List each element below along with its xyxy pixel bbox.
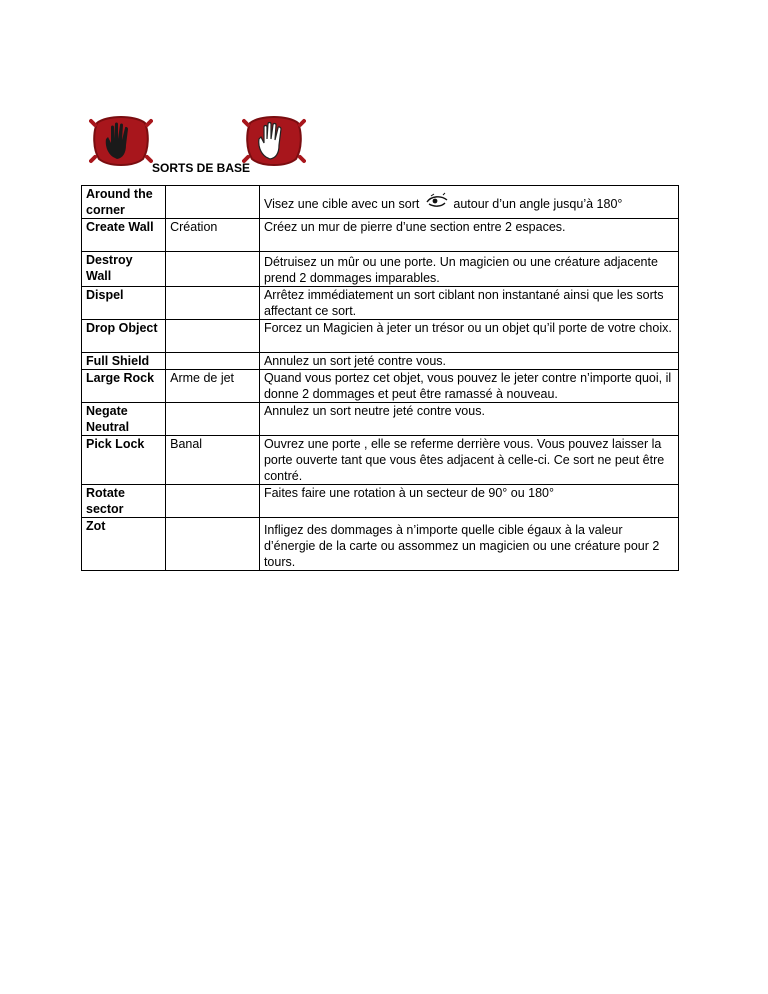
spell-description-text: Détruisez un mûr ou une porte. Un magicien ou une créature adjacente prend 2 dommages imparables. [263,255,658,285]
table-row [82,370,679,403]
spell-description: Arrêtez immédiatement un sort ciblant non instantané ainsi que les sorts affectant ce sort. [259,287,678,320]
spell-description [259,518,678,571]
spell-name: Large Rock [82,370,166,403]
table-row [82,320,679,353]
table-row [82,353,679,370]
spell-description: Forcez un Magicien à jeter un trésor ou un objet qu’il porte de votre choix. [259,320,678,353]
spell-description-part2: autour d’un angle jusqu’à 180° [453,197,623,211]
spell-description [259,252,678,287]
spell-description: Faites faire une rotation à un secteur de 90° ou 180° [259,485,678,518]
spell-name: Full Shield [82,353,166,370]
spell-description: Annulez un sort neutre jeté contre vous. [259,403,678,436]
spell-name: Zot [82,518,166,571]
spell-type [166,518,260,571]
red-seal-white-hand-icon [242,113,306,169]
spell-type: Création [166,219,260,252]
spell-type [166,353,260,370]
eye-icon [425,192,449,210]
spell-description: Ouvrez une porte , elle se referme derrière vous. Vous pouvez laisser la porte ouverte tant que vous êtes adjacent à celle-ci. Ce sort ne peut être contré. [259,436,678,485]
spell-name: Drop Object [82,320,166,353]
page-title: SORTS DE BASE [152,161,251,175]
spell-description [259,186,678,219]
spell-type [166,403,260,436]
spell-name: Create Wall [82,219,166,252]
red-seal-black-hand-icon [89,113,153,169]
spells-table [81,185,679,571]
spell-type [166,186,260,219]
spell-description: Annulez un sort jeté contre vous. [259,353,678,370]
table-row [82,485,679,518]
table-row [82,252,679,287]
spell-description: Créez un mur de pierre d’une section entre 2 espaces. [259,219,678,252]
spell-name: Rotate sector [82,485,166,518]
spell-type [166,320,260,353]
spell-name: Destroy Wall [82,252,166,287]
spell-type [166,485,260,518]
table-row [82,436,679,485]
spell-name: Pick Lock [82,436,166,485]
spell-type [166,287,260,320]
table-row [82,186,679,219]
table-row [82,403,679,436]
table-row [82,287,679,320]
spell-type: Banal [166,436,260,485]
table-row [82,518,679,571]
table-row [82,219,679,252]
spell-name: Dispel [82,287,166,320]
spell-description-part1: Visez une cible avec un sort [263,197,420,211]
spell-description: Quand vous portez cet objet, vous pouvez le jeter contre n’importe quoi, il donne 2 dommages et peut être ramassé à nouveau. [259,370,678,403]
spell-type [166,252,260,287]
spell-name: Around the corner [82,186,166,219]
spell-type: Arme de jet [166,370,260,403]
spell-name: Negate Neutral [82,403,166,436]
spell-description-text: Infligez des dommages à n’importe quelle cible égaux à la valeur d’énergie de la carte ou assommez un magicien ou une créature pour 2 tours. [263,523,660,569]
